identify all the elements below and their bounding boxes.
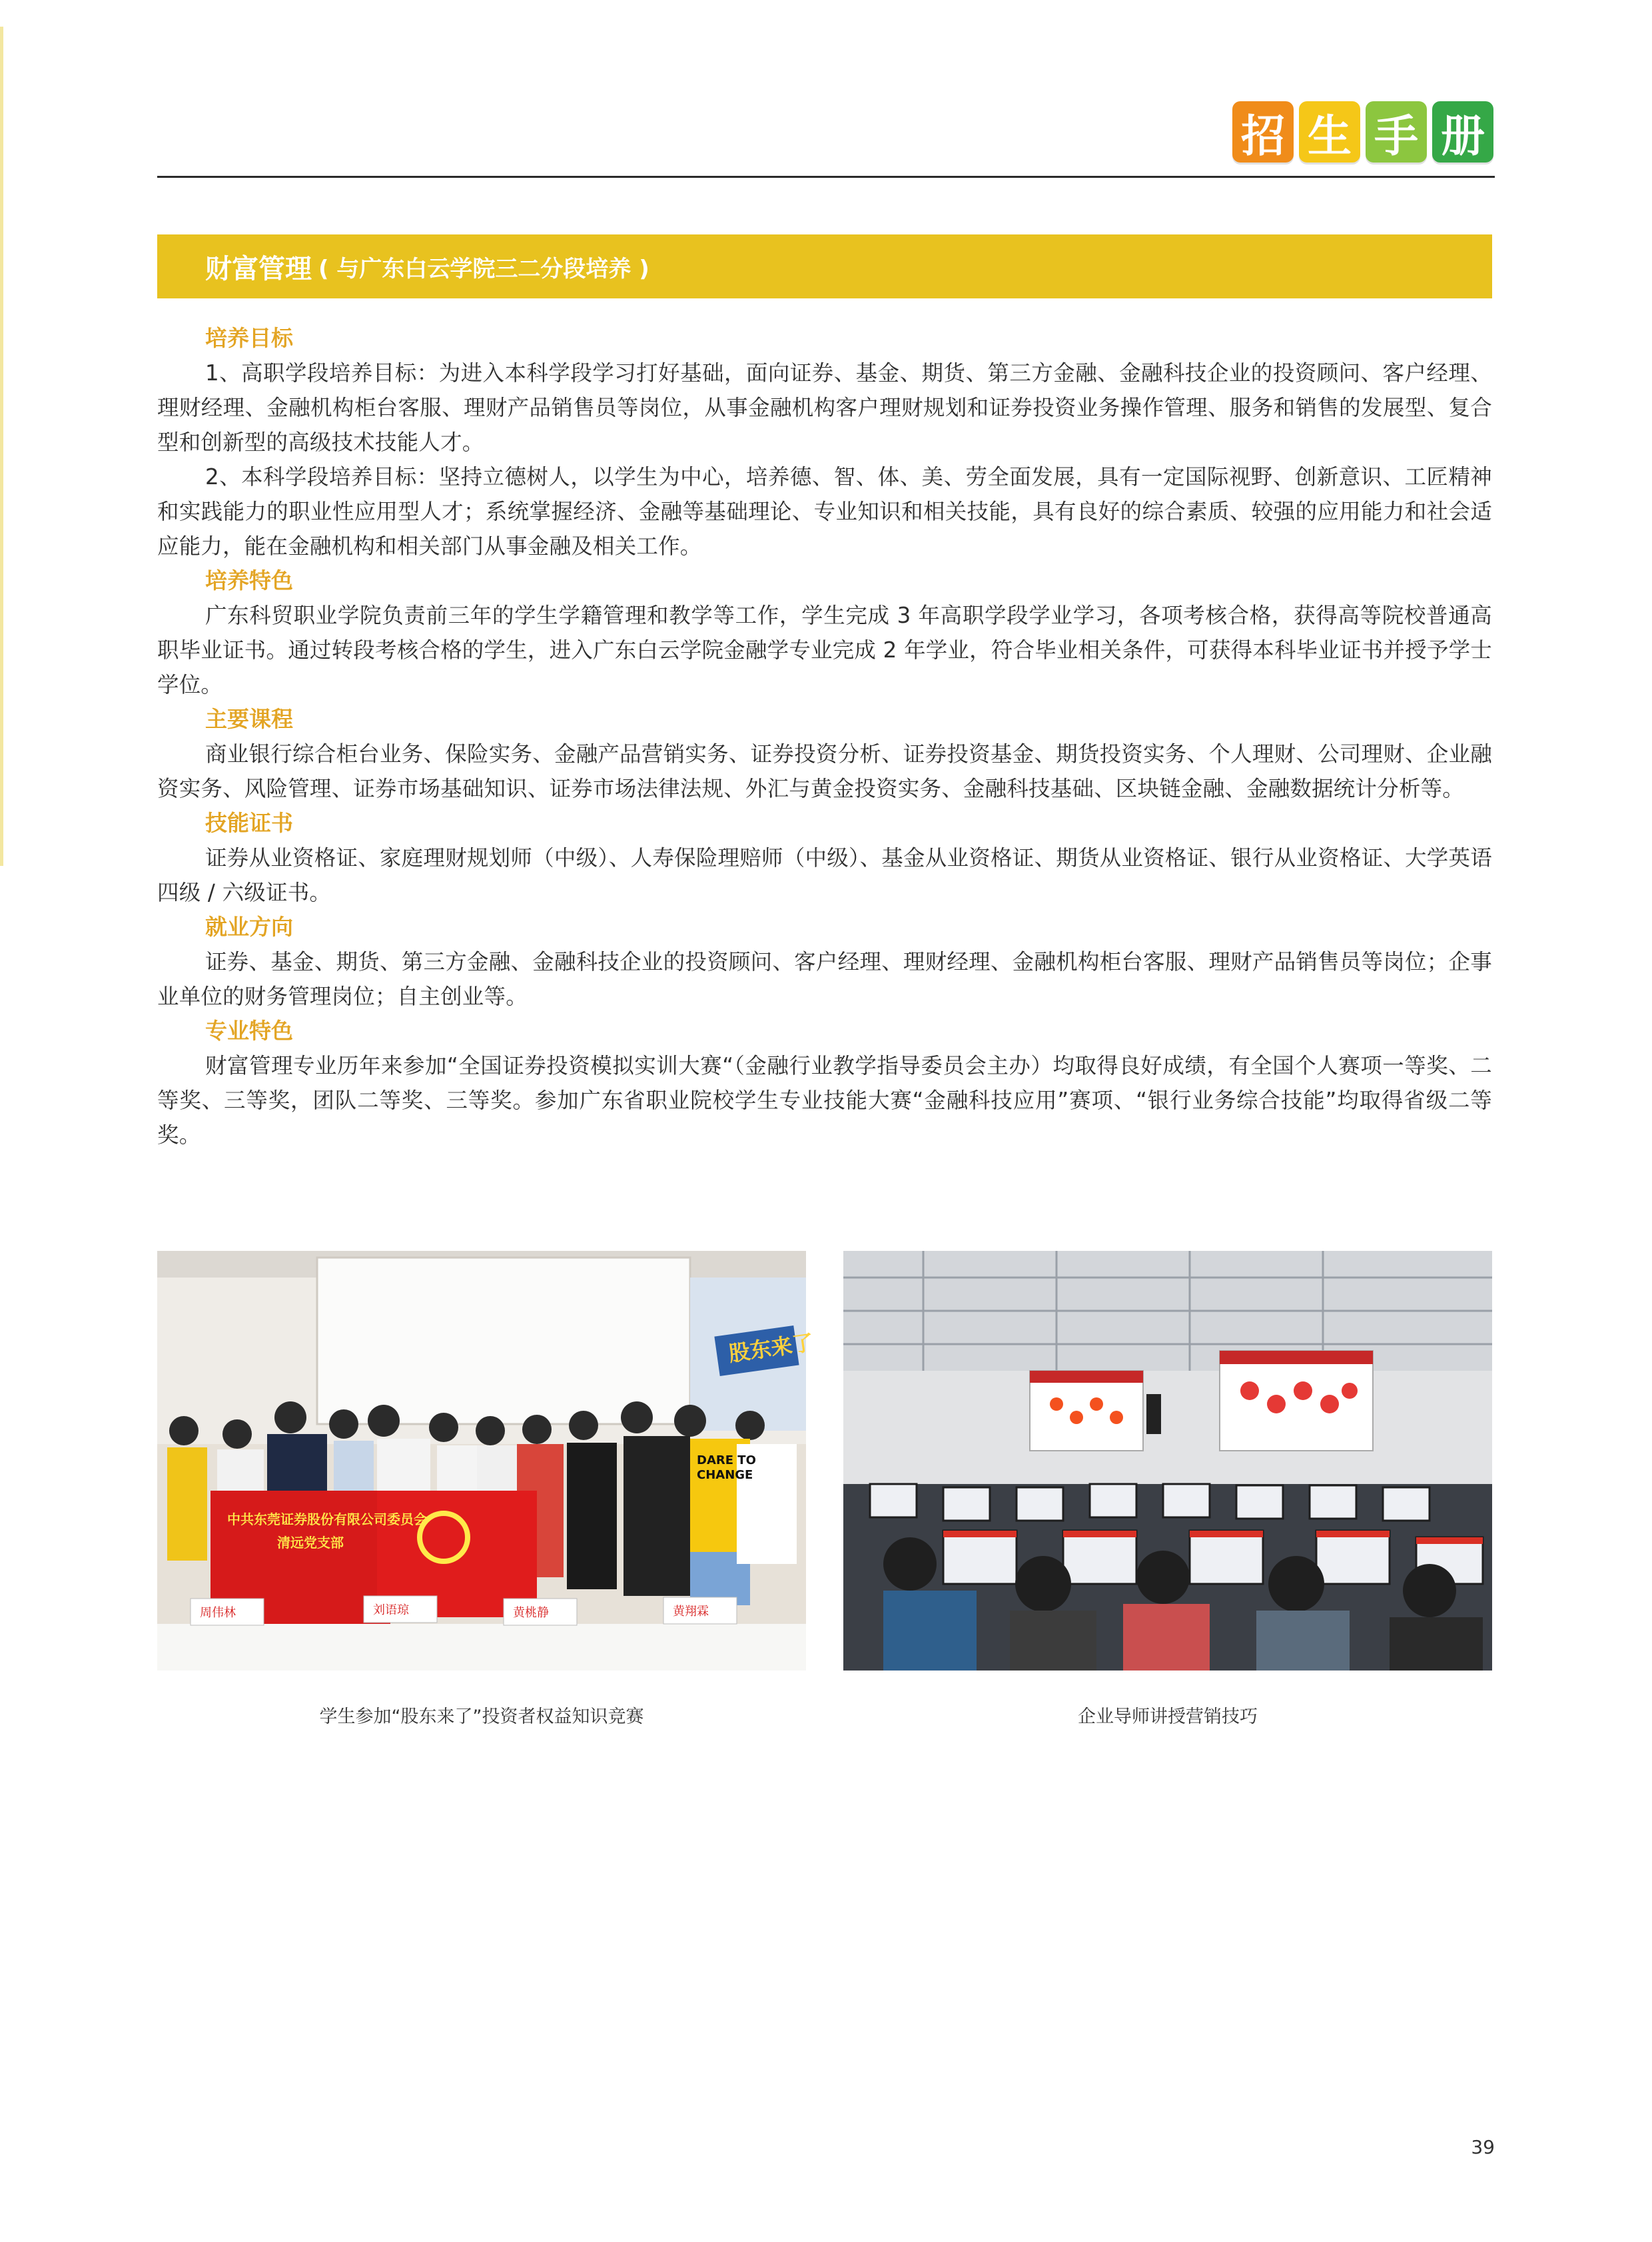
badge-tile: 招 xyxy=(1232,101,1294,163)
name-card-text: 黄翔霖 xyxy=(673,1605,709,1619)
section-heading: 培养特色 xyxy=(205,567,293,593)
shirt-text: DARE TO xyxy=(697,1453,756,1467)
sign-text: 股东来了 xyxy=(727,1329,815,1367)
brochure-badge xyxy=(1232,101,1493,163)
badge-tile: 手 xyxy=(1366,101,1427,163)
badge-tile: 生 xyxy=(1299,101,1360,163)
paragraph: 广东科贸职业学院负责前三年的学生学籍管理和教学等工作，学生完成 3 年高职学段学业学习，各项考核合格，获得高等院校普通高职毕业证书。通过转段考核合格的学生，进入广东白云学院金融学专业完成 2 年学业，符合毕业相关条件，可获得本科毕业证书并授予学士学位。 xyxy=(157,603,1492,697)
photo-caption: 企业导师讲授营销技巧 xyxy=(1078,1706,1258,1727)
main-content xyxy=(157,321,1492,1152)
photo-marketing-lecture xyxy=(843,1251,1492,1671)
section-heading: 专业特色 xyxy=(205,1018,293,1044)
party-banner-text: 清远党支部 xyxy=(277,1535,344,1551)
name-card-text: 刘语琼 xyxy=(373,1603,409,1617)
party-banner-text: 中共东莞证券股份有限公司委员会 xyxy=(227,1511,427,1527)
header-divider xyxy=(157,176,1495,178)
paragraph: 2、本科学段培养目标：坚持立德树人，以学生为中心，培养德、智、体、美、劳全面发展，具有一定国际视野、创新意识、工匠精神和实践能力的职业性应用型人才；系统掌握经济、金融等基础理论、专业知识和相关技能，具有良好的综合素质、较强的应用能力和社会适应能力，能在金融机构和相关部门从事金融及相关工作。 xyxy=(157,464,1492,559)
section-heading: 就业方向 xyxy=(205,914,293,940)
section-title-banner xyxy=(157,234,1492,298)
paragraph: 1、高职学段培养目标：为进入本科学段学习打好基础，面向证券、基金、期货、第三方金融、金融科技企业的投资顾问、客户经理、理财经理、金融机构柜台客服、理财产品销售员等岗位，从事金融机构客户理财规划和证券投资业务操作管理、服务和销售的发展型、复合型和创新型的高级技术技能人才。 xyxy=(157,360,1492,455)
group-photo-illustration xyxy=(157,1251,815,1671)
badge-tile: 册 xyxy=(1432,101,1493,163)
name-card-text: 黄桃静 xyxy=(513,1606,549,1620)
paragraph: 商业银行综合柜台业务、保险实务、金融产品营销实务、证券投资分析、证券投资基金、期货投资实务、个人理财、公司理财、企业融资实务、风险管理、证券市场基础知识、证券市场法律法规、外汇与黄金投资实务、金融科技基础、区块链金融、金融数据统计分析等。 xyxy=(157,741,1492,801)
section-heading: 技能证书 xyxy=(205,810,293,836)
paragraph: 证券从业资格证、家庭理财规划师（中级）、人寿保险理赔师（中级）、基金从业资格证、期货从业资格证、银行从业资格证、大学英语四级 / 六级证书。 xyxy=(157,845,1492,905)
page-title: 财富管理 xyxy=(205,253,312,284)
classroom-photo-illustration xyxy=(843,1251,1492,1671)
section-heading: 主要课程 xyxy=(205,706,293,732)
paragraph: 财富管理专业历年来参加“全国证券投资模拟实训大赛“（金融行业教学指导委员会主办）均取得良好成绩，有全国个人赛项一等奖、二等奖、三等奖，团队二等奖、三等奖。参加广东省职业院校学生专业技能大赛“金融科技应用”赛项、“银行业务综合技能”均取得省级二等奖。 xyxy=(157,1053,1492,1148)
name-card-text: 周伟林 xyxy=(200,1606,236,1620)
photo-student-competition xyxy=(157,1251,815,1671)
page-subtitle: ( 与广东白云学院三二分段培养 ) xyxy=(318,255,649,282)
shirt-text: CHANGE xyxy=(697,1468,753,1482)
page-edge-accent xyxy=(0,27,3,866)
paragraph: 证券、基金、期货、第三方金融、金融科技企业的投资顾问、客户经理、理财经理、金融机构柜台客服、理财产品销售员等岗位；企事业单位的财务管理岗位；自主创业等。 xyxy=(157,949,1492,1009)
section-heading: 培养目标 xyxy=(205,325,293,351)
photo-caption: 学生参加“股东来了”投资者权益知识竞赛 xyxy=(319,1706,644,1727)
page-number: 39 xyxy=(1471,2136,1495,2158)
